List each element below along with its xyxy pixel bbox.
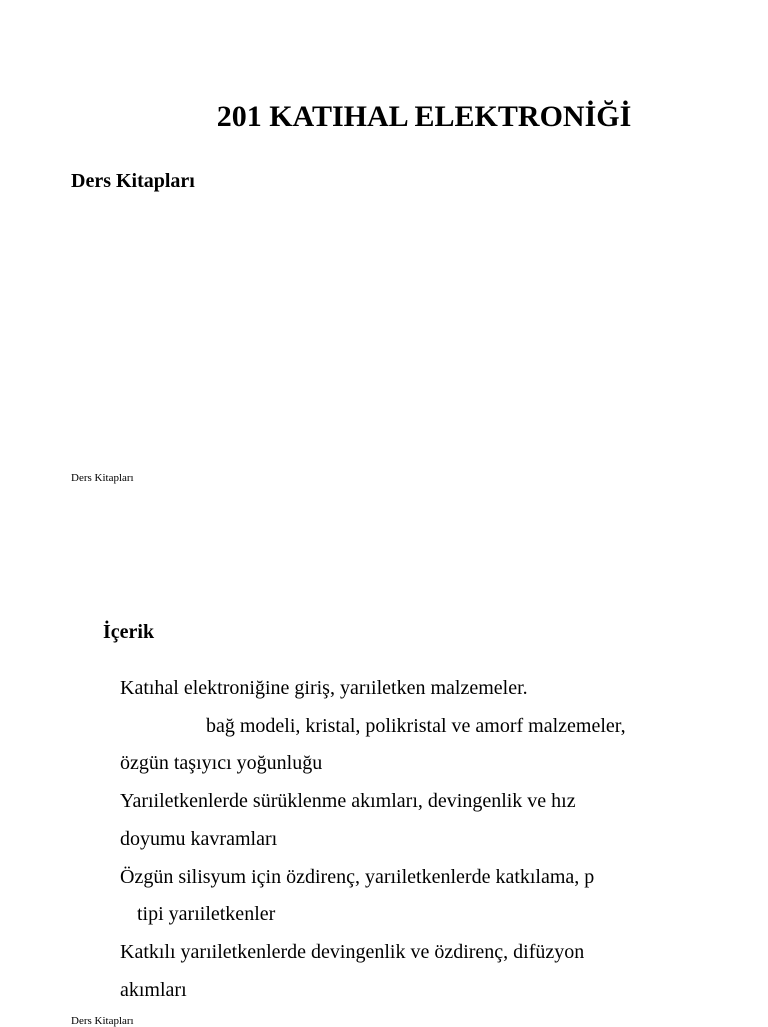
content-line: Yarıiletkenlerde sürüklenme akımları, devingenlik ve hız	[120, 790, 576, 813]
content-line: doyumu kavramları	[120, 827, 278, 850]
document-title: 201 KATIHAL ELEKTRONİĞİ	[216, 100, 632, 133]
content-line: tipi yarıiletkenler	[137, 903, 276, 926]
content-line: Katıhal elektroniğine giriş, yarıiletken malzemeler.	[120, 677, 528, 699]
content-line: bağ modeli, kristal, polikristal ve amorf malzemeler,	[206, 714, 626, 737]
textbooks-heading: Ders Kitapları	[71, 170, 195, 192]
textbooks-caption: Ders Kitapları	[71, 472, 134, 484]
contents-heading: İçerik	[103, 621, 155, 643]
content-line: Katkılı yarıiletkenlerde devingenlik ve özdirenç, difüzyon	[120, 940, 585, 963]
content-line: akımları	[120, 978, 187, 1001]
content-line: özgün taşıyıcı yoğunluğu	[120, 752, 323, 775]
footer-caption: Ders Kitapları	[71, 1015, 134, 1027]
contents-list	[120, 670, 700, 1009]
content-line: Özgün silisyum için özdirenç, yarıiletkenlerde katkılama, p	[120, 865, 595, 888]
